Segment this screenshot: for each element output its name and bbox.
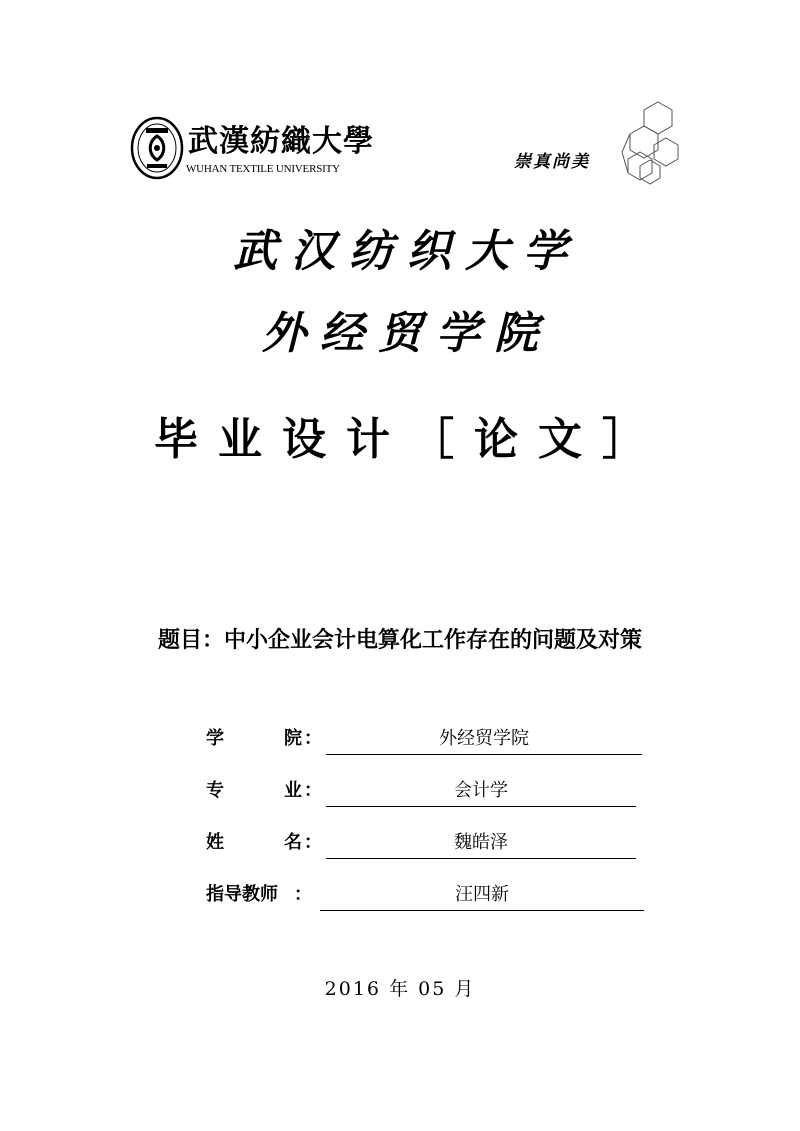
document-type-title: 毕业设计［论文］ [154, 414, 666, 465]
advisor-label: 指导教师 [206, 884, 278, 905]
university-logo-english: WUHAN TEXTILE UNIVERSITY [186, 163, 340, 175]
university-motto: 崇真尚美 [514, 152, 590, 172]
advisor-value: 汪四新 [320, 880, 644, 911]
hexagon-decoration-icon [620, 100, 680, 192]
university-emblem-icon [130, 116, 184, 180]
college-value: 外经贸学院 [326, 724, 642, 755]
major-colon: ： [304, 780, 322, 801]
college-title: 外经贸学院 [262, 308, 552, 359]
school-title: 武汉纺织大学 [233, 226, 581, 277]
name-colon: ： [304, 832, 322, 853]
advisor-colon: ： [294, 884, 312, 905]
college-colon: ： [304, 728, 322, 749]
college-label: 学 院 [206, 728, 302, 749]
submission-date: 2016 年 05 月 [324, 978, 476, 1000]
name-label: 姓 名 [206, 832, 302, 853]
major-label: 专 业 [206, 780, 302, 801]
university-logo-chinese: 武漢紡織大學 [188, 124, 374, 159]
thesis-topic: 题目：中小企业会计电算化工作存在的问题及对策 [157, 628, 642, 653]
name-value: 魏皓泽 [326, 828, 636, 859]
major-value: 会计学 [326, 776, 636, 807]
